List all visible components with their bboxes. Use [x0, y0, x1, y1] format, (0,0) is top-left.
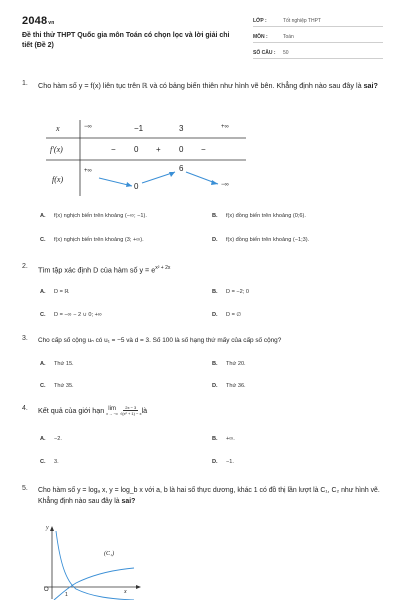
graph-origin-label: O — [44, 587, 49, 593]
limit-fraction: 2x − 3 √(x² + 1) − x — [120, 405, 142, 416]
table-fprime-sign: + — [156, 145, 161, 154]
question-text: Cho hàm số y = logₐ x, y = log_b x với a, b là hai số thực dương, khác 1 có đồ thị lần lượt là C₁, C₂ như hình vẽ. Khẳng định nào sau đây là sai? — [38, 487, 380, 505]
option-c[interactable]: C. D = −∞ − 2 ∪ 0; +∞ — [40, 312, 102, 318]
option-a[interactable]: A. f(x) nghịch biến trên khoảng (−∞; −1). — [40, 213, 147, 219]
question-1 — [22, 80, 382, 91]
table-f-value: 6 — [179, 164, 184, 173]
meta-value: 50 — [283, 50, 289, 56]
log-graph — [42, 523, 142, 600]
table-x-value: −∞ — [84, 124, 92, 130]
meta-row-class — [253, 15, 383, 27]
question-number: 4. — [22, 405, 28, 412]
question-number: 3. — [22, 335, 28, 342]
table-x-value: +∞ — [221, 124, 229, 130]
meta-row-count — [253, 47, 383, 59]
option-c[interactable]: C. 3. — [40, 459, 59, 465]
graph-curve-label: (C₁) — [104, 551, 115, 557]
option-a[interactable]: A. D = ℝ — [40, 289, 69, 295]
option-d[interactable]: D. f(x) đồng biến trên khoảng (−1;3). — [212, 237, 310, 243]
table-fprime-sign: − — [111, 145, 116, 154]
question-number: 5. — [22, 485, 28, 492]
table-f-value: −∞ — [221, 182, 229, 188]
table-fprime-label: f'(x) — [50, 145, 63, 154]
graph-y-label: y — [46, 525, 49, 531]
option-b[interactable]: B. D = −2; 0 — [212, 289, 250, 295]
question-5 — [22, 485, 382, 507]
meta-row-subject — [253, 31, 383, 43]
question-2 — [22, 263, 382, 275]
question-number: 1. — [22, 80, 28, 87]
question-text: Cho cấp số cộng uₙ có u₁ = −5 và d = 3. Số 100 là số hạng thứ mấy của cấp số cộng? — [38, 337, 282, 344]
option-a[interactable]: A. Thứ 15. — [40, 361, 74, 367]
option-c[interactable]: C. Thứ 35. — [40, 383, 74, 389]
question-3 — [22, 335, 382, 346]
option-c[interactable]: C. f(x) nghịch biến trên khoảng (3; +∞). — [40, 237, 144, 243]
table-x-value: 3 — [179, 124, 184, 133]
table-x-value: −1 — [134, 124, 144, 133]
table-f-value: 0 — [134, 182, 139, 191]
table-f-value: +∞ — [84, 168, 92, 174]
question-text: Cho hàm số y = f(x) liên tục trên ℝ và có bảng biến thiên như hình vẽ bên. Khẳng định nào sau đây là sai? — [38, 81, 378, 90]
meta-key: MÔN : — [253, 34, 268, 40]
option-b[interactable]: B. Thứ 20. — [212, 361, 246, 367]
option-b[interactable]: B. +∞. — [212, 436, 235, 442]
option-d[interactable]: D. −1. — [212, 459, 234, 465]
meta-key: SỐ CÂU : — [253, 50, 276, 56]
question-4 — [22, 405, 382, 416]
table-f-label: f(x) — [52, 175, 64, 184]
meta-value: Toán — [283, 34, 294, 40]
meta-value: Tốt nghiệp THPT — [283, 18, 321, 24]
graph-x-label: x — [124, 589, 127, 595]
meta-key: LỚP : — [253, 18, 267, 24]
question-text: Kết quả của giới hạn lim x → −∞ 2x − 3 √(x² + 1) − x là — [38, 405, 148, 416]
table-fprime-zero: 0 — [179, 145, 184, 154]
question-number: 2. — [22, 263, 28, 270]
option-d[interactable]: D. Thứ 36. — [212, 383, 246, 389]
option-d[interactable]: D. D = ∅ — [212, 312, 242, 318]
variation-table — [46, 120, 246, 196]
exam-title: Đề thi thử THPT Quốc gia môn Toán có chọn lọc và lời giải chi tiết (Đề 2) — [22, 32, 230, 49]
table-x-label: x — [56, 124, 60, 133]
table-fprime-zero: 0 — [134, 145, 139, 154]
exam-meta — [253, 15, 383, 63]
document-header — [0, 0, 400, 64]
option-b[interactable]: B. f(x) đồng biến trên khoảng (0;6). — [212, 213, 306, 219]
site-logo[interactable]: 2048vn — [22, 15, 55, 27]
limit-symbol: lim x → −∞ — [106, 405, 118, 416]
option-a[interactable]: A. −2. — [40, 436, 62, 442]
graph-one-label: 1 — [65, 592, 68, 598]
table-fprime-sign: − — [201, 145, 206, 154]
question-text: Tìm tập xác định D của hàm số $y = e^{x^2 + 2x}$ — [38, 265, 171, 275]
